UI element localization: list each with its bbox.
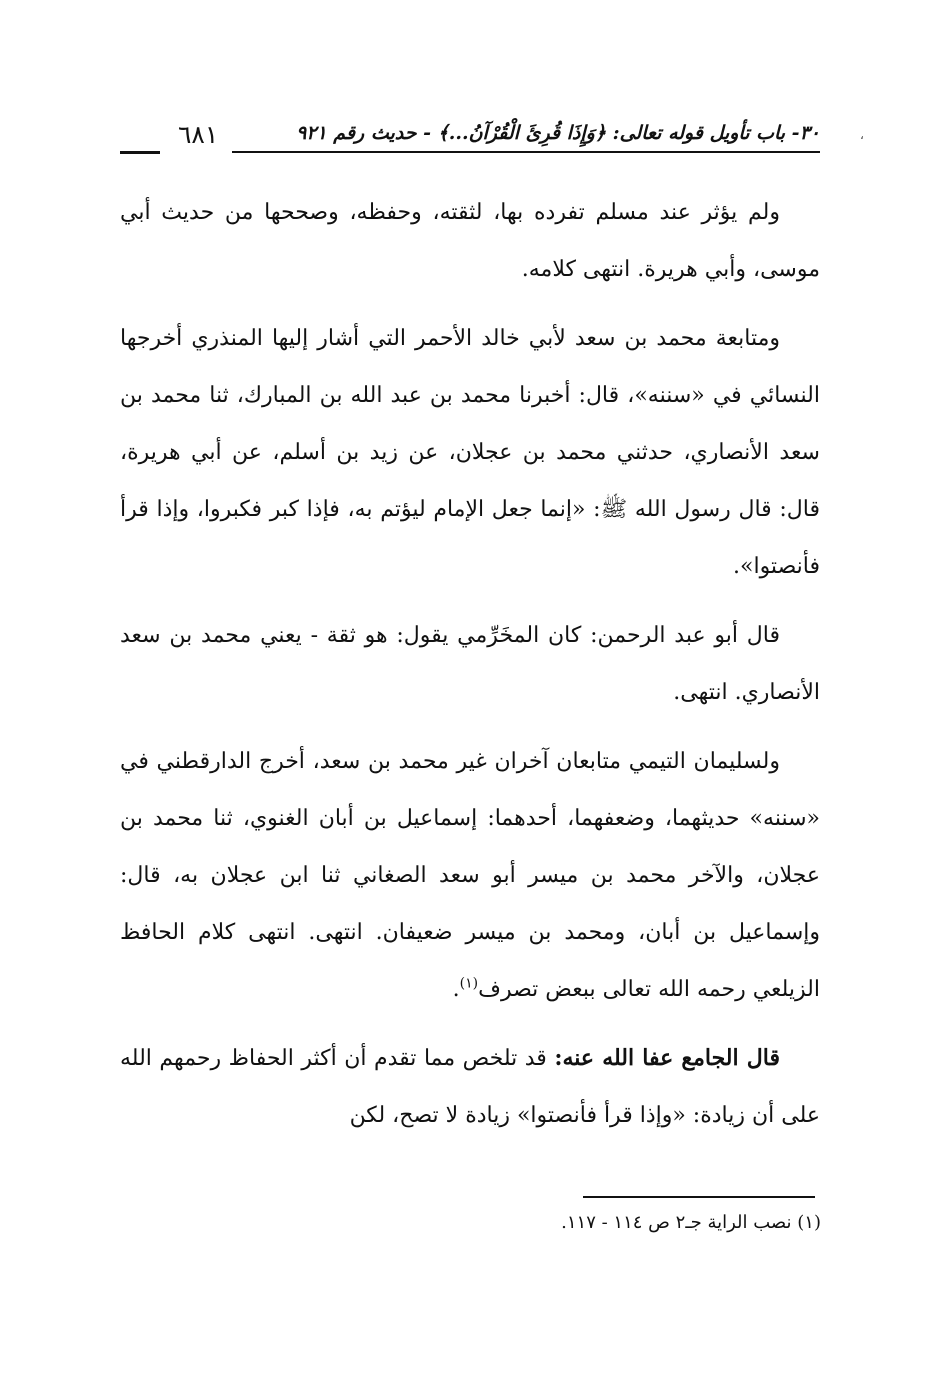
paragraph-text: ولسليمان التيمي متابعان آخران غير محمد بن سعد، أخرج الدارقطني في «سننه» حديثهما، وضعفهما، أحدهما: إسماعيل بن أبان الغنوي، ثنا محمد بن عجلان، والآخر محمد بن ميسر أبو سعد الصغاني ثنا ابن عجلان به، قال: وإسماعيل بن أبان، ومحمد بن ميسر ضعيفان. انتهى. انتهى كلام الحافظ الزيلعي رحمه الله تعالى ببعض تصرف xyxy=(120,749,820,1002)
page-number: ٦٨١ xyxy=(178,120,219,149)
paragraph-text: ومتابعة محمد بن سعد لأبي خالد الأحمر التي أشار إليها المنذري أخرجها النسائي في «سننه»، قال: أخبرنا محمد بن عبد الله بن المبارك، ثنا محمد بن سعد الأنصاري، حدثني محمد بن عجلان، عن زيد بن أسلم، عن أبي هريرة، قال: قال رسول الله ﷺ: «إنما جعل الإمام ليؤتم به، فإذا كبر فكبروا، وإذا قرأ فأنصتوا». xyxy=(120,326,820,579)
paragraph xyxy=(120,184,820,298)
paragraph xyxy=(120,607,820,721)
body-text xyxy=(120,184,820,1156)
paragraph-text: ولم يؤثر عند مسلم تفرده بها، لثقته، وحفظه، وصححها من حديث أبي موسى، وأبي هريرة. انتهى كلامه. xyxy=(120,200,820,282)
paragraph xyxy=(120,310,820,595)
margin-mark: ، xyxy=(860,128,864,142)
running-header xyxy=(120,110,820,160)
paragraph xyxy=(120,733,820,1018)
paragraph xyxy=(120,1030,820,1144)
header-title: ٣٠- باب تأويل قوله تعالى: ﴿وَإِذَا قُرِئَ الْقُرْآنُ...﴾ - حديث رقم ٩٢١ xyxy=(296,122,820,144)
header-rule xyxy=(232,151,820,153)
footnote-rule xyxy=(583,1196,815,1198)
paragraph-text: قد تلخص مما تقدم أن أكثر الحفاظ رحمهم الله على أن زيادة: «وإذا قرأ فأنصتوا» زيادة لا تصح، لكن xyxy=(120,1046,820,1128)
header-dash xyxy=(120,151,160,154)
paragraph-tail: . xyxy=(452,977,460,1002)
footnote: (١) نصب الراية جـ٢ ص ١١٤ - ١١٧. xyxy=(561,1212,821,1233)
footnote-ref: (١) xyxy=(459,975,479,992)
paragraph-text: قال أبو عبد الرحمن: كان المخَرِّمي يقول: هو ثقة - يعني محمد بن سعد الأنصاري. انتهى. xyxy=(120,623,820,705)
paragraph-lead: قال الجامع عفا الله عنه: xyxy=(554,1045,780,1071)
